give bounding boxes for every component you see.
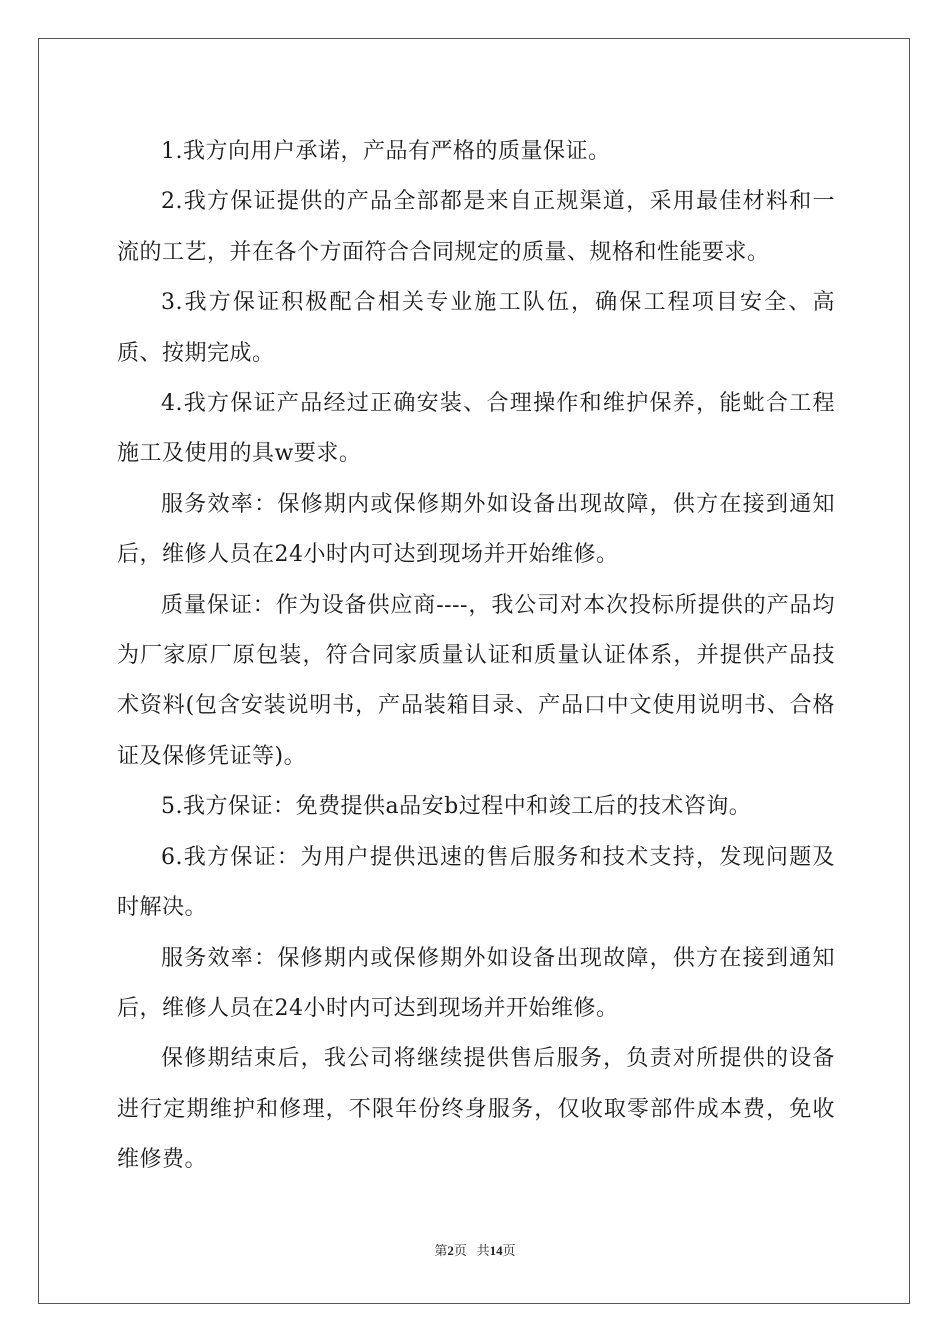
paragraph-2: 2.我方保证提供的产品全部都是来自正规渠道，采用最佳材料和一流的工艺，并在各个方面符合合同规定的质量、规格和性能要求。 [117,189,835,265]
paragraph-7: 5.我方保证：免费提供a品安b过程中和竣工后的技术咨询。 [161,794,752,820]
paragraph-6: 质量保证：作为设备供应商----，我公司对本次投标所提供的产品均为厂家原厂原包装，符合同家质量认证和质量认证体系，并提供产品技术资料(包含安装说明书，产品装箱目录、产品口中文使用说明书、合格证及保修凭证等)。 [117,592,835,769]
document-body [117,127,835,1186]
paragraph-9: 服务效率：保修期内或保修期外如设备出现故障，供方在接到通知后，维修人员在24小时内可达到现场并开始维修。 [117,945,835,1021]
paragraph-3: 3.我方保证积极配合相关专业施工队伍，确保工程项目安全、高质、按期完成。 [117,290,835,366]
paragraph-8: 6.我方保证：为用户提供迅速的售后服务和技术支持，发现问题及时解决。 [117,844,835,921]
footer-total-prefix: 共 [476,1243,490,1258]
footer-total-suffix: 页 [502,1243,516,1258]
paragraph-1: 1.我方向用户承诺，产品有严格的质量保证。 [161,139,611,164]
footer-prefix: 第 [434,1243,448,1258]
footer-total-pages: 14 [489,1243,503,1258]
footer-page-number: 2 [447,1243,454,1258]
paragraph-5: 服务效率：保修期内或保修期外如设备出现故障，供方在接到通知后，维修人员在24小时内可达到现场并开始维修。 [117,491,835,568]
paragraph-4: 4.我方保证产品经过正确安装、合理操作和维护保养，能蚍合工程施工及使用的具w要求。 [117,391,835,467]
page-footer [0,1240,950,1259]
paragraph-10: 保修期结束后，我公司将继续提供售后服务，负责对所提供的设备进行定期维护和修理，不限年份终身服务，仅收取零部件成本费，免收维修费。 [117,1046,835,1173]
footer-page-suffix: 页 [453,1243,467,1258]
